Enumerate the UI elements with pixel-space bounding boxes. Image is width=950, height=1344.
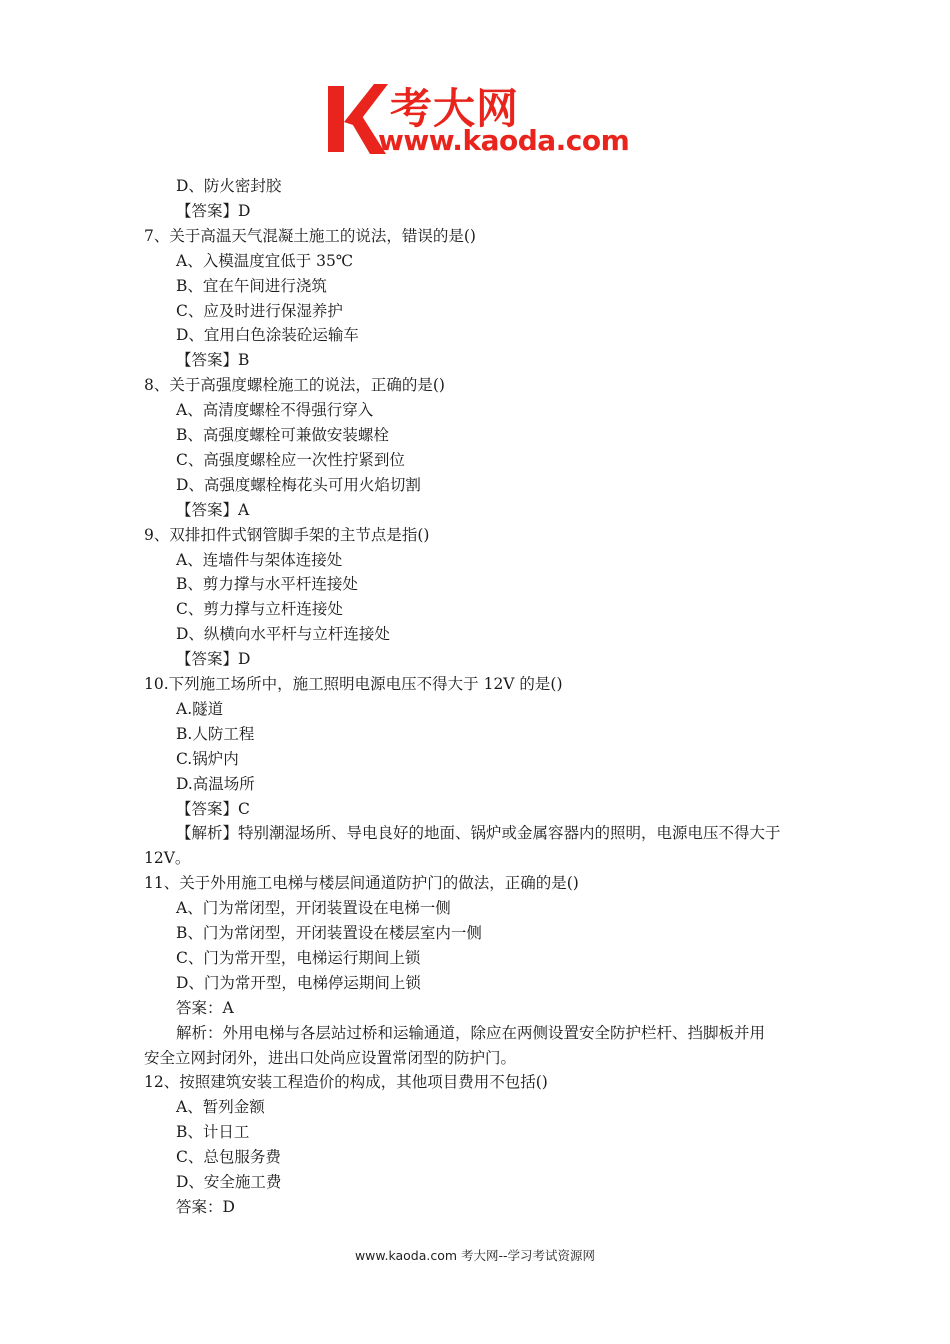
option-text: D、纵横向水平杆与立杆连接处	[176, 625, 390, 643]
option-text: D、高强度螺栓梅花头可用火焰切割	[176, 476, 421, 494]
option-text: D、门为常开型，电梯停运期间上锁	[176, 974, 421, 992]
option-text: C、高强度螺栓应一次性拧紧到位	[176, 451, 405, 469]
answer-text: 【答案】D	[176, 202, 251, 220]
option-text: B、宜在午间进行浇筑	[176, 277, 327, 295]
option-text: B、剪力撑与水平杆连接处	[176, 575, 358, 593]
option-text: B.人防工程	[176, 725, 255, 743]
answer-text: 答案：D	[176, 1198, 235, 1216]
option-text: A、入模温度宜低于 35℃	[176, 252, 354, 270]
answer-text: 【答案】A	[176, 501, 250, 519]
option-text: D、防火密封胶	[176, 177, 282, 195]
option-text: A、高清度螺栓不得强行穿入	[176, 401, 374, 419]
kaoda-logo[interactable]	[326, 80, 646, 162]
explanation-continuation: 安全立网封闭外，进出口处尚应设置常闭型的防护门。	[144, 1049, 517, 1067]
answer-text: 【答案】B	[176, 351, 250, 369]
explanation-text: 解析：外用电梯与各层站过桥和运输通道，除应在两侧设置安全防护栏杆、挡脚板并用	[176, 1024, 766, 1042]
question-text: 9、双排扣件式钢管脚手架的主节点是指()	[144, 526, 430, 544]
option-text: A、暂列金额	[176, 1098, 265, 1116]
question-text: 12、按照建筑安装工程造价的构成，其他项目费用不包括()	[144, 1073, 548, 1091]
explanation-text: 【解析】特别潮湿场所、导电良好的地面、锅炉或金属容器内的照明，电源电压不得大于	[176, 824, 781, 842]
option-text: C、门为常开型，电梯运行期间上锁	[176, 949, 421, 967]
explanation-continuation: 12V。	[144, 849, 191, 867]
option-text: B、高强度螺栓可兼做安装螺栓	[176, 426, 389, 444]
answer-text: 答案：A	[176, 999, 234, 1017]
answer-text: 【答案】D	[176, 650, 251, 668]
option-text: C、总包服务费	[176, 1148, 281, 1166]
page-footer: www.kaoda.com 考大网--学习考试资源网	[354, 1248, 596, 1263]
logo-brand-text: 考大网	[390, 84, 520, 133]
option-text: C、应及时进行保湿养护	[176, 302, 343, 320]
option-text: C、剪力撑与立杆连接处	[176, 600, 343, 618]
option-text: D、安全施工费	[176, 1173, 282, 1191]
question-text: 10.下列施工场所中，施工照明电源电压不得大于 12V 的是()	[144, 675, 563, 693]
logo-url-text: www.kaoda.com	[378, 124, 630, 157]
option-text: B、计日工	[176, 1123, 250, 1141]
option-text: D、宜用白色涂装砼运输车	[176, 326, 359, 344]
option-text: B、门为常闭型，开闭装置设在楼层室内一侧	[176, 924, 482, 942]
option-text: A、门为常闭型，开闭装置设在电梯一侧	[176, 899, 451, 917]
option-text: A.隧道	[176, 700, 224, 718]
question-text: 8、关于高强度螺栓施工的说法，正确的是()	[144, 376, 445, 394]
option-text: D.高温场所	[176, 775, 255, 793]
question-text: 7、关于高温天气混凝土施工的说法，错误的是()	[144, 227, 476, 245]
answer-text: 【答案】C	[176, 800, 250, 818]
option-text: A、连墙件与架体连接处	[176, 551, 343, 569]
option-text: C.锅炉内	[176, 750, 239, 768]
question-text: 11、关于外用施工电梯与楼层间通道防护门的做法，正确的是()	[144, 874, 579, 892]
